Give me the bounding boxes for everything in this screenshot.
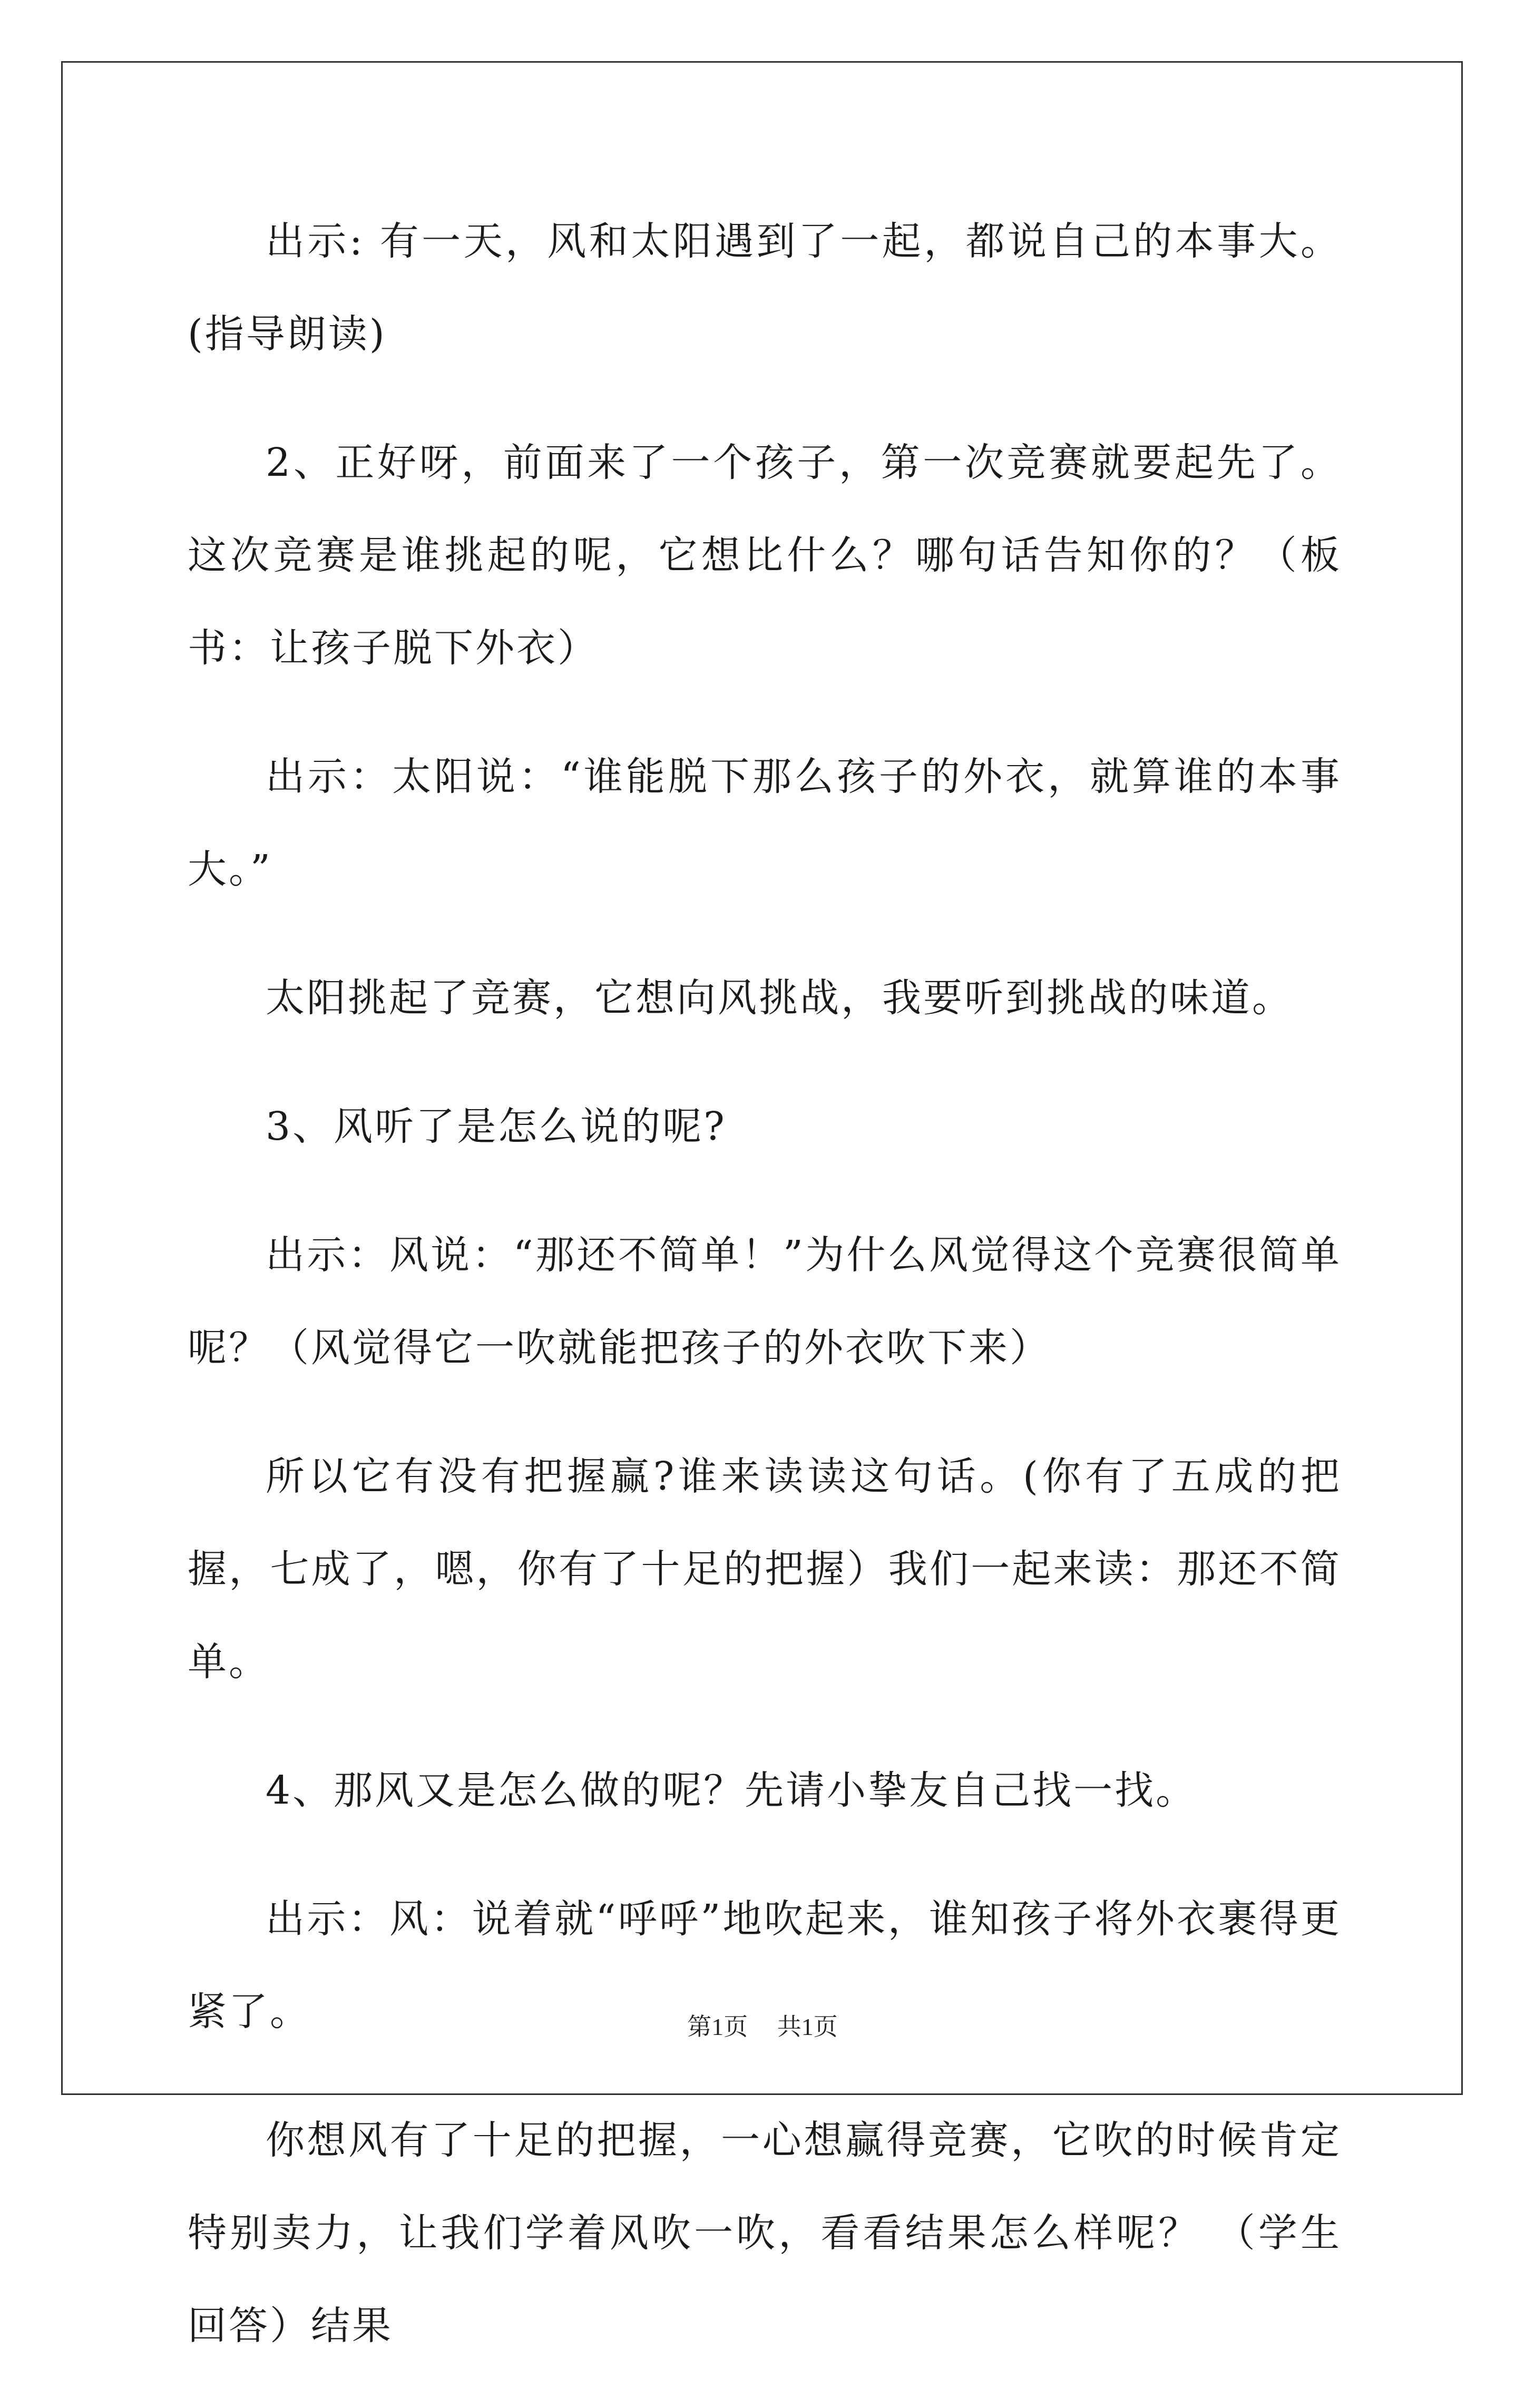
paragraph-6: 出示：风说：“那还不简单！”为什么风觉得这个竞赛很简单呢？（风觉得它一吹就能把孩子的外衣吹下来） xyxy=(188,1232,1342,1371)
paragraph-3: 出示：太阳说：“谁能脱下那么孩子的外衣，就算谁的本事大。” xyxy=(188,754,1342,892)
paragraph-1: 出示: 有一天，风和太阳遇到了一起，都说自己的本事大。(指导朗读) xyxy=(188,219,1342,357)
page-footer xyxy=(0,2008,1525,2042)
paragraph-7: 所以它有没有把握赢?谁来读读这句话。(你有了五成的把握，七成了，嗯，你有了十足的把握）我们一起来读：那还不简单。 xyxy=(188,1454,1342,1685)
paragraph-9: 出示：风：说着就“呼呼”地吹起来，谁知孩子将外衣裹得更紧了。 xyxy=(188,1896,1342,2034)
document-body xyxy=(188,195,1342,2408)
page-number-current: 第1页 xyxy=(687,2013,748,2040)
paragraph-2: 2、正好呀，前面来了一个孩子，第一次竞赛就要起先了。这次竞赛是谁挑起的呢，它想比什么？哪句话告知你的？（板书：让孩子脱下外衣） xyxy=(188,440,1342,671)
paragraph-8: 4、那风又是怎么做的呢？先请小挚友自己找一找。 xyxy=(266,1768,1197,1813)
paragraph-5: 3、风听了是怎么说的呢? xyxy=(266,1104,727,1149)
paragraph-4: 太阳挑起了竞赛，它想向风挑战，我要听到挑战的味道。 xyxy=(266,975,1293,1021)
paragraph-10: 你想风有了十足的把握，一心想赢得竞赛，它吹的时候肯定特别卖力，让我们学着风吹一吹，看看结果怎么样呢？ （学生回答）结果 xyxy=(188,2118,1342,2348)
page-number-total: 共1页 xyxy=(777,2013,838,2040)
